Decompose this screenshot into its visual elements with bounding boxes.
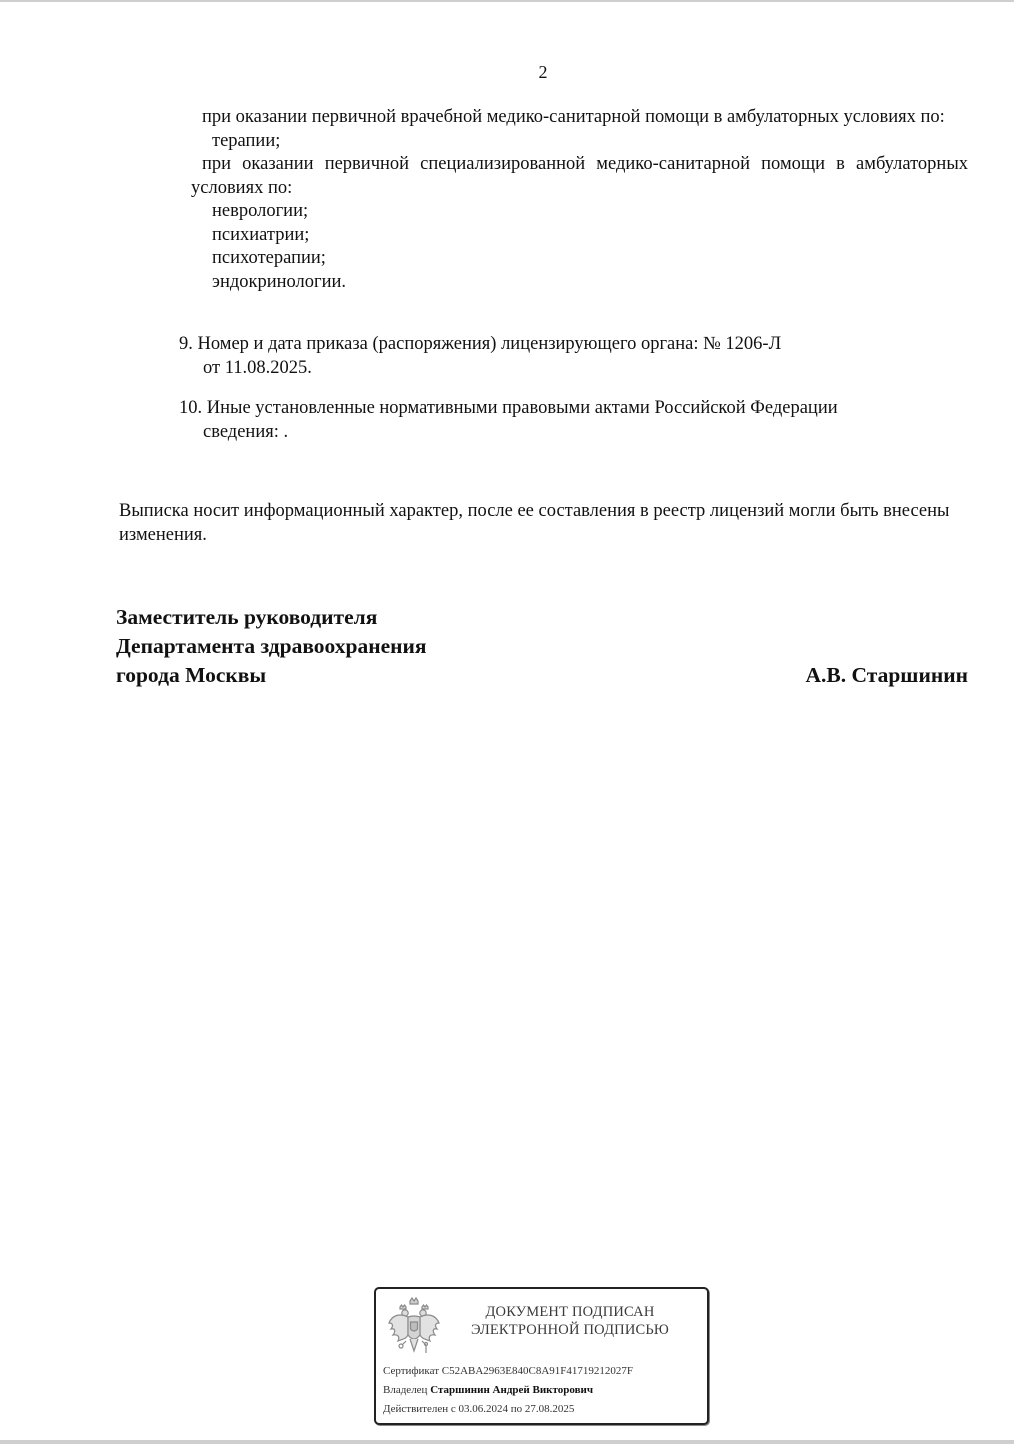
specialized-care-intro: при оказании первичной специализированной медико-санитарной помощи в амбулаторных условиях по: — [191, 154, 968, 198]
item-9-line-1: 9. Номер и дата приказа (распоряжения) лицензирующего органа: № 1206-Л — [179, 334, 782, 354]
owner-line — [383, 1381, 633, 1400]
signer-title-line: Заместитель руководителя — [116, 605, 378, 629]
electronic-signature-stamp — [374, 1287, 709, 1425]
specialized-care-item: психотерапии; — [212, 248, 326, 268]
owner-label: Владелец — [383, 1384, 428, 1396]
signer-title-line: Департамента здравоохранения — [116, 634, 427, 658]
specialized-care-item: психиатрии; — [212, 224, 310, 245]
signature-stamp-title-line: ЭЛЕКТРОННОЙ ПОДПИСЬЮ — [470, 1322, 670, 1338]
signer-title-line: города Москвы — [116, 663, 267, 687]
informational-notice: Выписка носит информационный характер, после ее составления в реестр лицензий могли быть внесены изменения. — [119, 501, 950, 545]
coat-of-arms-emblem-icon — [386, 1295, 442, 1359]
item-10-other-info — [179, 397, 969, 444]
primary-care-item: терапии; — [212, 130, 281, 151]
services-block — [191, 106, 968, 294]
signer-title — [116, 603, 427, 690]
specialized-care-item: неврологии; — [212, 201, 309, 221]
signer-name: А.В. Старшинин — [805, 663, 968, 687]
owner-value: Старшинин Андрей Викторович — [430, 1384, 594, 1396]
page-top-border — [0, 0, 1014, 2]
signature-stamp-title — [448, 1303, 692, 1339]
item-9-line-2: от 11.08.2025. — [203, 357, 312, 378]
certificate-label: Сертификат — [383, 1365, 439, 1377]
certificate-value: C52ABA2963E840C8A91F41719212027F — [441, 1365, 634, 1377]
page-bottom-border — [0, 1440, 1014, 1444]
signature-stamp-title-line: ДОКУМЕНТ ПОДПИСАН — [485, 1304, 655, 1320]
item-9-order-number — [179, 333, 939, 380]
page-number: 2 — [538, 62, 548, 82]
specialized-care-item: эндокринологии. — [212, 271, 347, 292]
item-10-line-1: 10. Иные установленные нормативными правовыми актами Российской Федерации — [179, 398, 838, 418]
signature-details — [383, 1362, 633, 1419]
validity-line: Действителен с 03.06.2024 по 27.08.2025 — [383, 1403, 575, 1415]
primary-care-intro: при оказании первичной врачебной медико-санитарной помощи в амбулаторных условиях по: — [202, 107, 945, 127]
certificate-line — [383, 1362, 633, 1381]
item-10-line-2: сведения: . — [203, 421, 289, 442]
